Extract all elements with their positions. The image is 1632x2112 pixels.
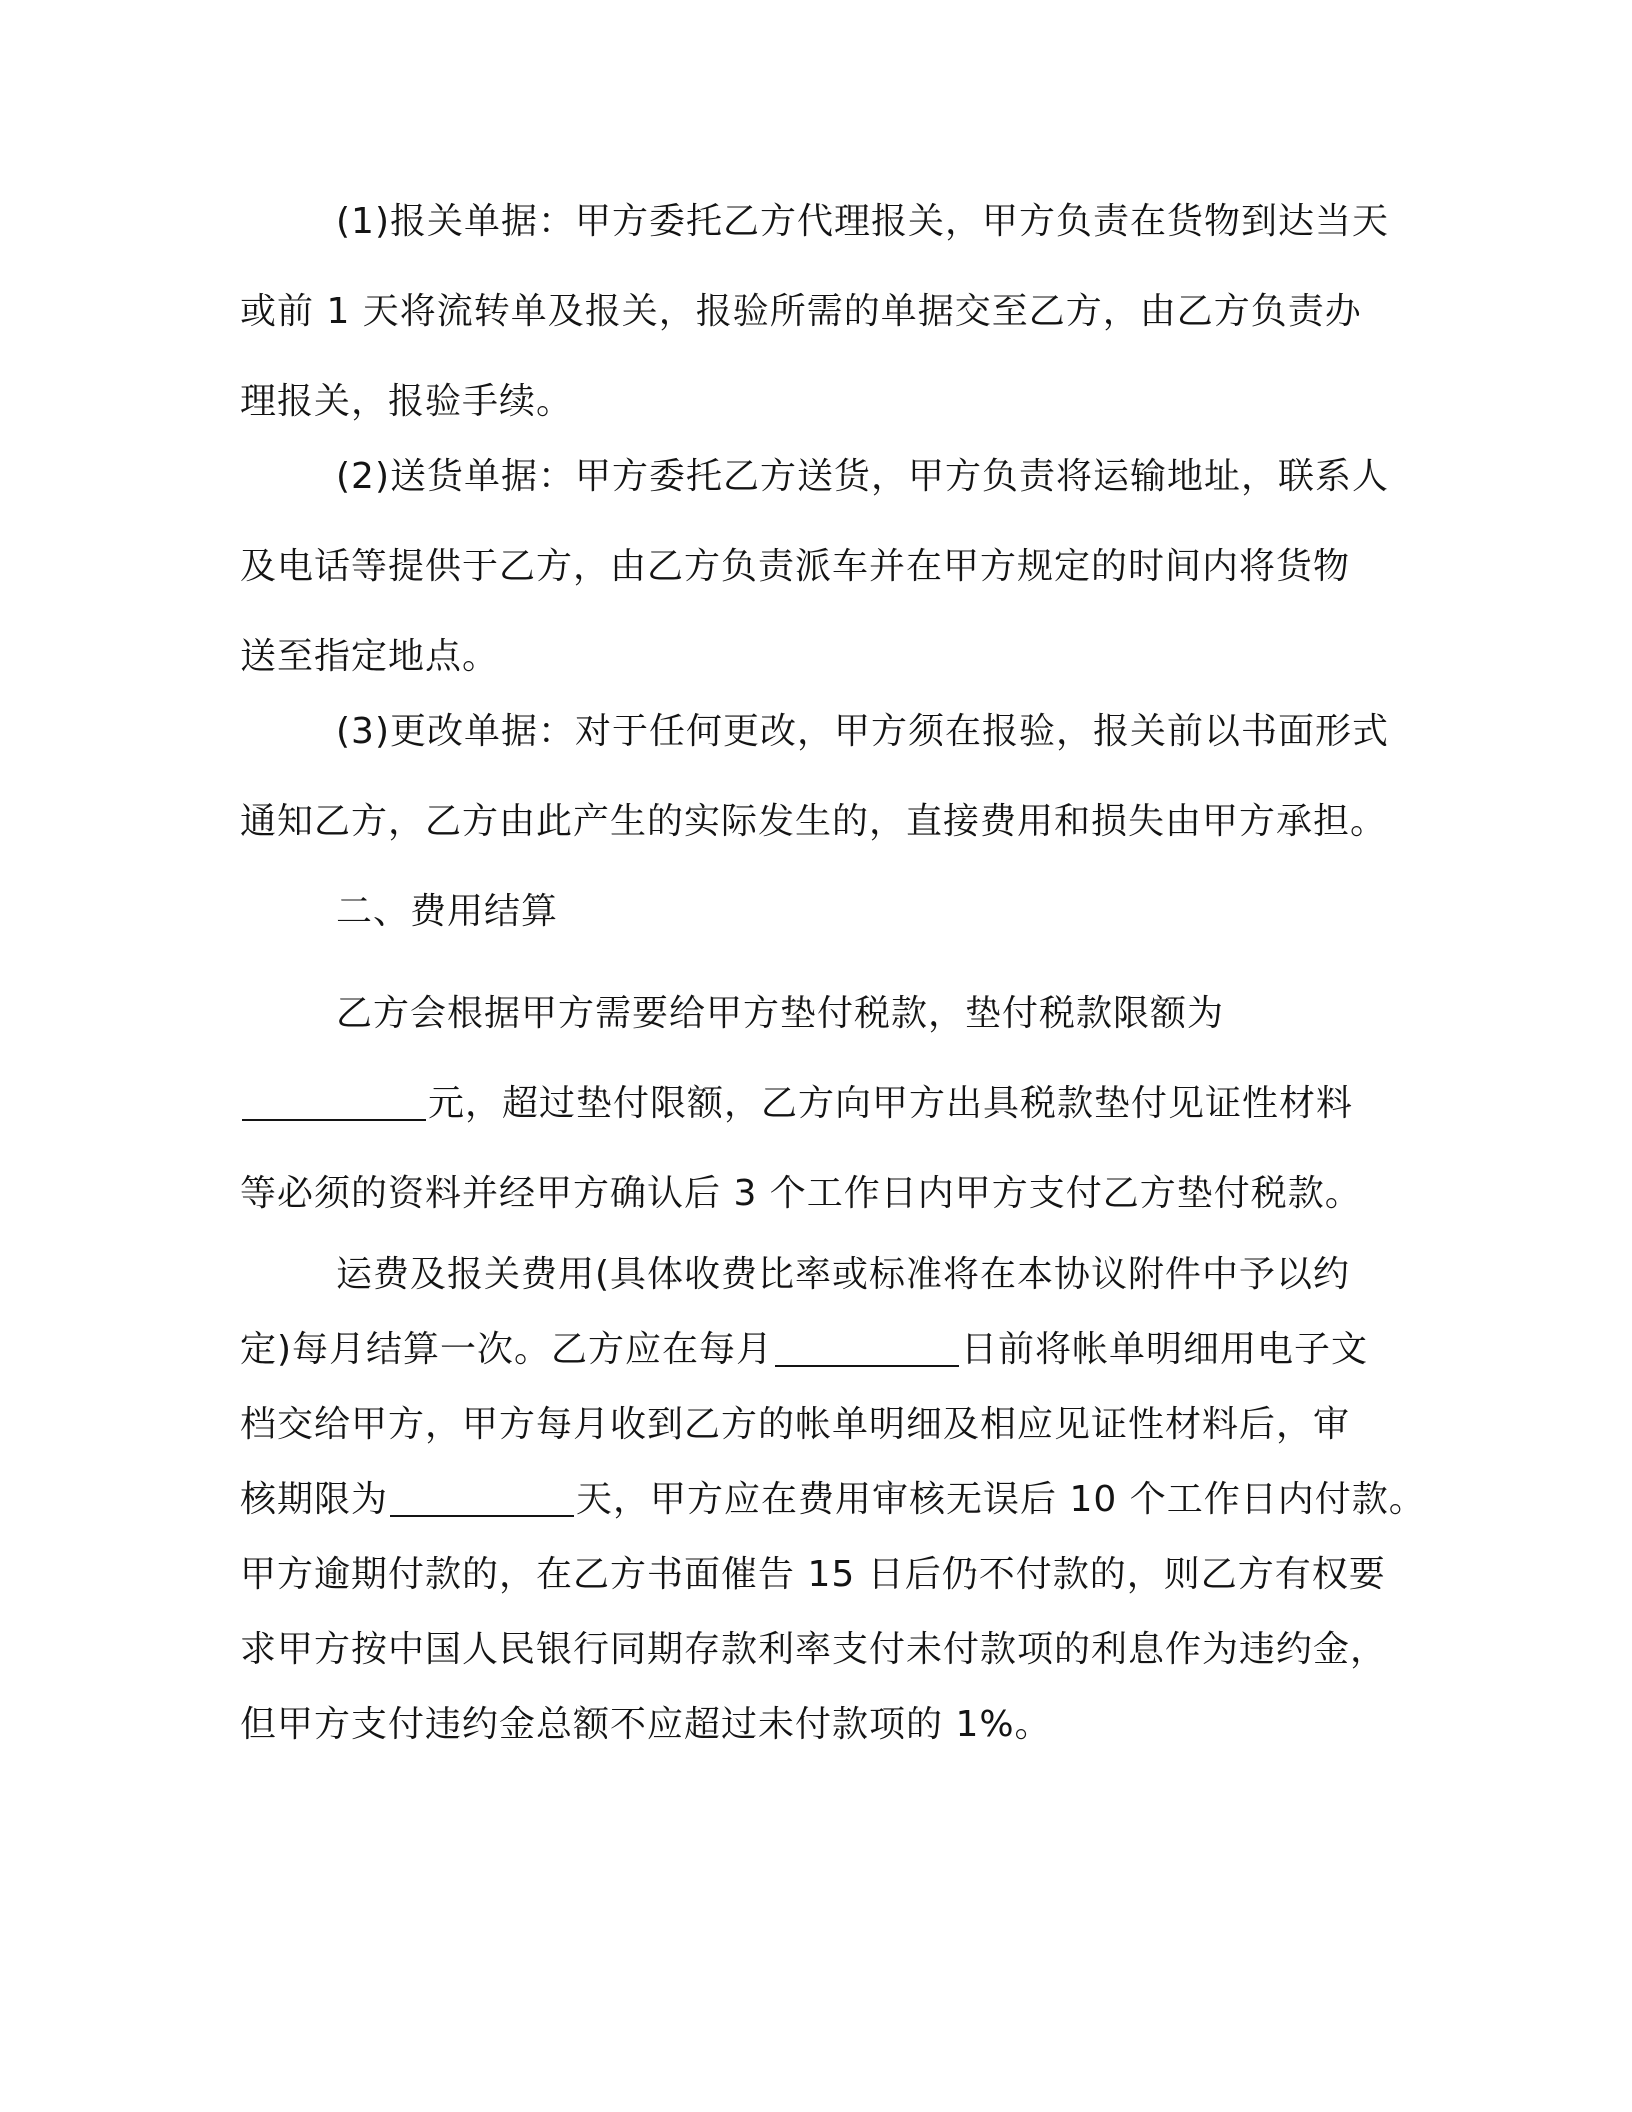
paragraph-delivery-documents xyxy=(240,432,1390,702)
text-line: 及电话等提供于乙方，由乙方负责派车并在甲方规定的时间内将货物 xyxy=(240,546,1351,587)
text-segment: 日前将帐单明细用电子文 xyxy=(961,1329,1369,1370)
text-line: 甲方逾期付款的，在乙方书面催告 15 日后仍不付款的，则乙方有权要 xyxy=(240,1554,1386,1595)
fill-in-blank xyxy=(775,1331,959,1367)
text-line: 档交给甲方，甲方每月收到乙方的帐单明细及相应见证性材料后，审 xyxy=(240,1404,1351,1445)
section-heading xyxy=(240,867,1390,957)
text-line: 送至指定地点。 xyxy=(240,636,500,677)
fill-in-blank xyxy=(390,1481,574,1517)
section-heading-text: 二、费用结算 xyxy=(336,891,559,932)
text-segment: 定)每月结算一次。乙方应在每月 xyxy=(240,1329,774,1370)
text-line: 通知乙方，乙方由此产生的实际发生的，直接费用和损失由甲方承担。 xyxy=(240,801,1388,842)
text-line xyxy=(240,1059,1390,1149)
text-line: 理报关，报验手续。 xyxy=(240,381,574,422)
text-line: 运费及报关费用(具体收费比率或标准将在本协议附件中予以约 xyxy=(336,1254,1351,1295)
fill-in-blank xyxy=(242,1085,426,1121)
text-segment: 核期限为 xyxy=(240,1479,389,1520)
text-line: (1)报关单据：甲方委托乙方代理报关，甲方负责在货物到达当天 xyxy=(336,201,1389,242)
text-line: (2)送货单据：甲方委托乙方送货，甲方负责将运输地址，联系人 xyxy=(336,456,1389,497)
paragraph-customs-documents xyxy=(240,177,1390,447)
text-line: 或前 1 天将流转单及报关，报验所需的单据交至乙方，由乙方负责办 xyxy=(240,291,1362,332)
text-line: (3)更改单据：对于任何更改，甲方须在报验，报关前以书面形式 xyxy=(336,711,1389,752)
text-line xyxy=(240,1462,1426,1537)
paragraph-fee-settlement xyxy=(240,1237,1426,1762)
text-line: 乙方会根据甲方需要给甲方垫付税款，垫付税款限额为 xyxy=(336,993,1225,1034)
paragraph-change-documents xyxy=(240,687,1390,867)
text-line xyxy=(240,1312,1390,1387)
text-segment: 天，甲方应在费用审核无误后 10 个工作日内付款。 xyxy=(576,1479,1426,1520)
text-line: 但甲方支付违约金总额不应超过未付款项的 1%。 xyxy=(240,1704,1052,1745)
paragraph-tax-advance xyxy=(240,969,1390,1239)
text-line: 求甲方按中国人民银行同期存款利率支付未付款项的利息作为违约金， xyxy=(240,1629,1388,1670)
text-line: 等必须的资料并经甲方确认后 3 个工作日内甲方支付乙方垫付税款。 xyxy=(240,1173,1362,1214)
text-segment: 元，超过垫付限额，乙方向甲方出具税款垫付见证性材料 xyxy=(428,1083,1354,1124)
